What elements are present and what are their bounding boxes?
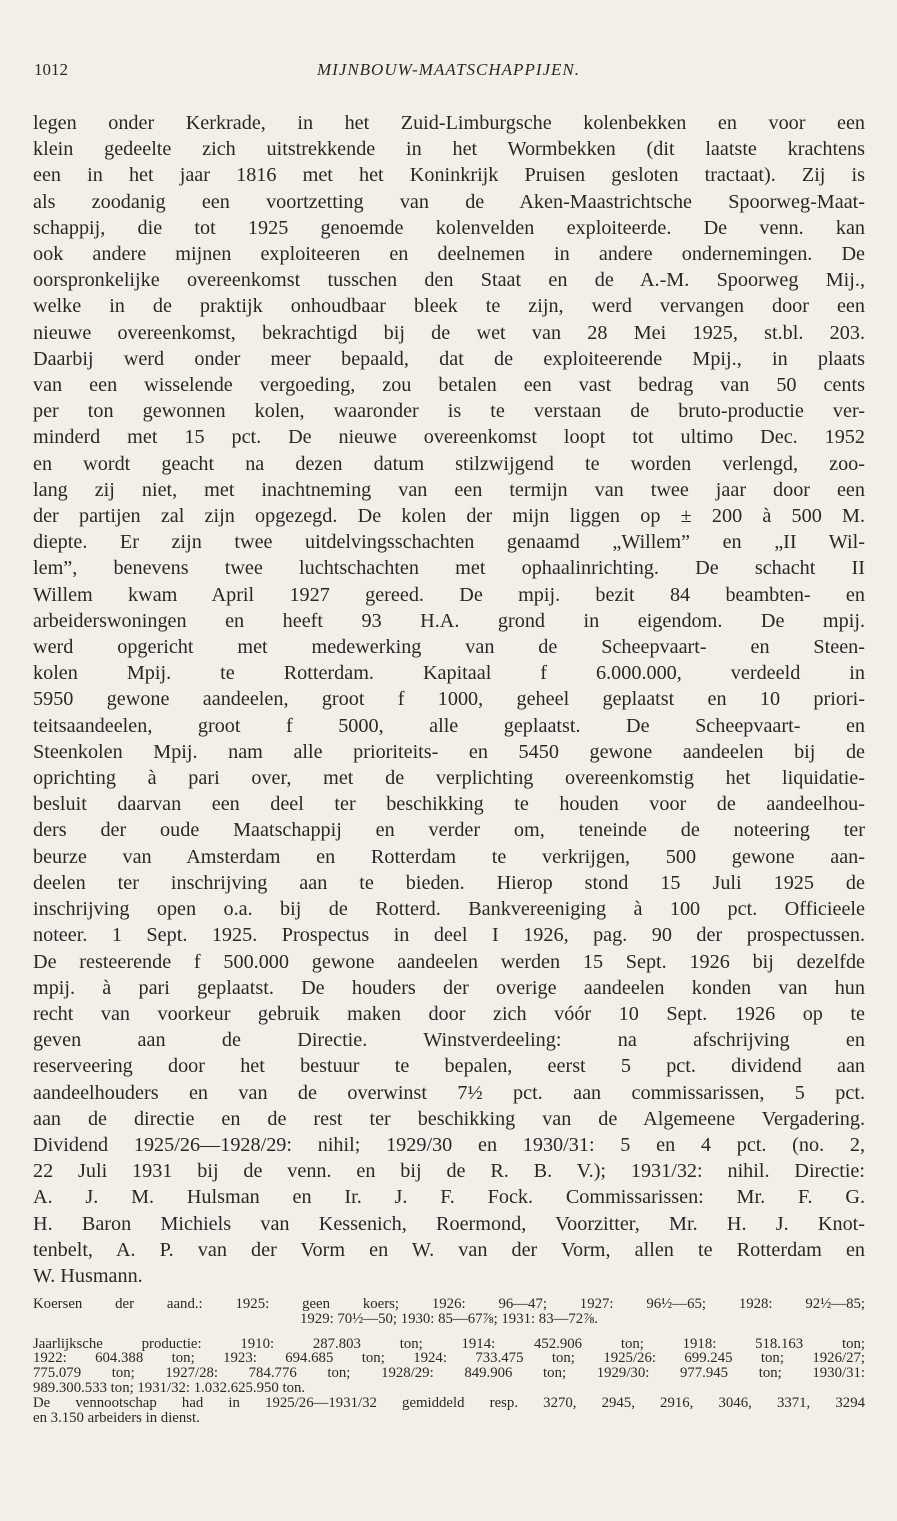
body-line: oorspronkelijke overeenkomst tusschen den Staat en de A.-M. Spoorweg Mij., [33, 269, 865, 292]
page-number: 1012 [34, 60, 68, 79]
body-line: aan de directie en de rest ter beschikking van de Algemeene Vergadering. [33, 1107, 865, 1130]
body-line: ook andere mijnen exploiteeren en deelnemen in andere ondernemingen. De [33, 243, 865, 266]
page-header [34, 60, 863, 84]
body-line: van een wisselende vergoeding, zou betalen een vast bedrag van 50 cents [33, 374, 865, 397]
productie-line: en 3.150 arbeiders in dienst. [33, 1409, 200, 1426]
body-line: der partijen zal zijn opgezegd. De kolen der mijn liggen op ± 200 à 500 M. [33, 505, 865, 528]
body-line: inschrijving open o.a. bij de Rotterd. Bankvereeniging à 100 pct. Officieele [33, 898, 865, 921]
koersen-line: Koersen der aand.: 1925: geen koers; 1926: 96—47; 1927: 96½—65; 1928: 92½—85; [33, 1296, 865, 1312]
body-line: lang zij niet, met inachtneming van een termijn van twee jaar door een [33, 478, 865, 501]
body-line: welke in de praktijk onhoudbaar bleek te zijn, werd vervangen door een [33, 295, 865, 318]
footnotes [33, 1297, 865, 1435]
body-line: aandeelhouders en van de overwinst 7½ pct. aan commissarissen, 5 pct. [33, 1081, 865, 1104]
koersen-line: 1929: 70½—50; 1930: 85—67⅞; 1931: 83—72⅞. [300, 1310, 598, 1327]
productie-line: 1922: 604.388 ton; 1923: 694.685 ton; 1924: 733.475 ton; 1925/26: 699.245 ton; 1926/27; [33, 1350, 865, 1367]
body-line: oprichting à pari over, met de verplichting overeenkomstig het liquidatie- [33, 767, 865, 790]
body-line: deelen ter inschrijving aan te bieden. Hierop stond 15 Juli 1925 de [33, 871, 865, 894]
body-line: als zoodanig een voortzetting van de Aken-Maastrichtsche Spoorweg-Maat- [33, 190, 865, 213]
body-line: A. J. M. Hulsman en Ir. J. F. Fock. Commissarissen: Mr. F. G. [33, 1186, 865, 1209]
body-line: beurze van Amsterdam en Rotterdam te verkrijgen, 500 gewone aan- [33, 845, 865, 868]
body-line: diepte. Er zijn twee uitdelvingsschachten genaamd „Willem” en „II Wil- [33, 531, 865, 554]
body-line: klein gedeelte zich uitstrekkende in het Wormbekken (dit laatste krachtens [33, 138, 865, 161]
body-line: geven aan de Directie. Winstverdeeling: na afschrijving en [33, 1029, 865, 1052]
productie-line: 989.300.533 ton; 1931/32: 1.032.625.950 ton. [33, 1379, 306, 1396]
body-line: kolen Mpij. te Rotterdam. Kapitaal f 6.000.000, verdeeld in [33, 662, 865, 685]
body-line: tenbelt, A. P. van der Vorm en W. van der Vorm, allen te Rotterdam en [33, 1238, 865, 1261]
body-line: mpij. à pari geplaatst. De houders der overige aandeelen konden van hun [33, 976, 865, 999]
body-line: noteer. 1 Sept. 1925. Prospectus in deel I 1926, pag. 90 der prospectussen. [33, 924, 865, 947]
body-line: besluit daarvan een deel ter beschikking te houden voor de aandeelhou- [33, 793, 865, 816]
body-line: minderd met 15 pct. De nieuwe overeenkomst loopt tot ultimo Dec. 1952 [33, 426, 865, 449]
body-line: teitsaandeelen, groot f 5000, alle geplaatst. De Scheepvaart- en [33, 714, 865, 737]
body-line: een in het jaar 1816 met het Koninkrijk Pruisen gesloten tractaat). Zij is [33, 164, 865, 187]
productie-line: Jaarlijksche productie: 1910: 287.803 ton; 1914: 452.906 ton; 1918: 518.163 ton; [33, 1335, 865, 1352]
body-line: W. Husmann. [33, 1264, 143, 1287]
body-line: en wordt geacht na dezen datum stilzwijgend te worden verlengd, zoo- [33, 452, 865, 475]
koersen-block [33, 1297, 865, 1327]
body-line: per ton gewonnen kolen, waaronder is te verstaan de bruto-productie ver- [33, 400, 865, 423]
body-line: arbeiderswoningen en heeft 93 H.A. grond in eigendom. De mpij. [33, 609, 865, 632]
body-line: 5950 gewone aandeelen, groot f 1000, geheel geplaatst en 10 priori- [33, 688, 865, 711]
productie-line: 775.079 ton; 1927/28: 784.776 ton; 1928/29: 849.906 ton; 1929/30: 977.945 ton; 1930/31: [33, 1365, 865, 1382]
body-line: 22 Juli 1931 bij de venn. en bij de R. B. V.); 1931/32: nihil. Directie: [33, 1160, 865, 1183]
body-line: schappij, die tot 1925 genoemde kolenvelden exploiteerde. De venn. kan [33, 216, 865, 239]
body-line: Steenkolen Mpij. nam alle prioriteits- en 5450 gewone aandeelen bij de [33, 740, 865, 763]
body-line: nieuwe overeenkomst, bekrachtigd bij de wet van 28 Mei 1925, st.bl. 203. [33, 321, 865, 344]
body-line: H. Baron Michiels van Kessenich, Roermond, Voorzitter, Mr. H. J. Knot- [33, 1212, 865, 1235]
body-line: recht van voorkeur gebruik maken door zich vóór 10 Sept. 1926 op te [33, 1002, 865, 1025]
productie-line: De vennootschap had in 1925/26—1931/32 gemiddeld resp. 3270, 2945, 2916, 3046, 3371, 3294 [33, 1394, 865, 1411]
body-line: lem”, benevens twee luchtschachten met ophaalinrichting. De schacht II [33, 557, 865, 580]
body-line: werd opgericht met medewerking van de Scheepvaart- en Steen- [33, 636, 865, 659]
body-line: De resteerende f 500.000 gewone aandeelen werden 15 Sept. 1926 bij dezelfde [33, 950, 865, 973]
body-line: ders der oude Maatschappij en verder om, teneinde de noteering ter [33, 819, 865, 842]
body-line: Willem kwam April 1927 gereed. De mpij. bezit 84 beambten- en [33, 583, 865, 606]
body-line: Daarbij werd onder meer bepaald, dat de exploiteerende Mpij., in plaats [33, 347, 865, 370]
running-head: MIJNBOUW-MAATSCHAPPIJEN. [316, 60, 581, 79]
body-text [33, 110, 865, 1289]
body-line: Dividend 1925/26—1928/29: nihil; 1929/30 en 1930/31: 5 en 4 pct. (no. 2, [33, 1133, 865, 1156]
body-line: reserveering door het bestuur te bepalen, eerst 5 pct. dividend aan [33, 1055, 865, 1078]
body-line: legen onder Kerkrade, in het Zuid-Limburgsche kolenbekken en voor een [33, 112, 865, 134]
productie-block [33, 1337, 865, 1426]
